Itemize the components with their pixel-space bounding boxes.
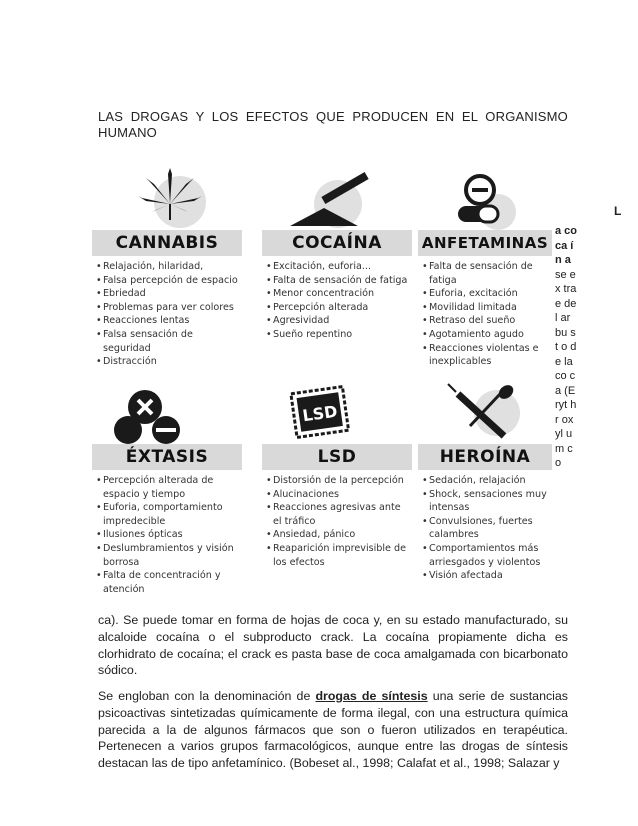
panel-title: COCAÍNA bbox=[262, 230, 412, 256]
effects-list bbox=[418, 260, 552, 369]
effect-item: • Reacciones agresivas ante el tráfico bbox=[266, 501, 412, 528]
effect-item: • Agresividad bbox=[266, 314, 412, 328]
paragraph-synthetic-drugs bbox=[98, 688, 568, 772]
narrow-text-column bbox=[555, 224, 577, 471]
panel-cannabis bbox=[92, 168, 242, 369]
paragraph-text-before: Se engloban con la denominación de bbox=[98, 689, 316, 703]
effect-item: • Percepción alterada bbox=[266, 301, 412, 315]
paragraph-text-after: una serie de sustancias psicoactivas sintetizadas químicamente de forma ilegal, con una estructura química parecida a la de algunos fármacos que son o fueron utilizados en terapéutica. Pertenecen a varios grupos farmacológicos, aunque entre las drogas de síntesis destacan las de tipo anfetamínico. (Bobeset al., 1998; Calafat et al., 1998; Salazar y bbox=[98, 689, 568, 771]
effects-list bbox=[92, 474, 242, 596]
effects-list bbox=[418, 474, 552, 583]
effect-item: • Euforia, comportamiento impredecible bbox=[96, 501, 242, 528]
effect-item: • Reacciones violentas e inexplicables bbox=[422, 342, 552, 369]
panel-heroina bbox=[418, 382, 552, 583]
panel-extasis bbox=[92, 382, 242, 596]
effect-item: • Falta de sensación de fatiga bbox=[266, 274, 412, 288]
panel-title: ÉXTASIS bbox=[92, 444, 242, 470]
panel-lsd bbox=[262, 382, 412, 569]
effect-item: • Relajación, hilaridad, bbox=[96, 260, 242, 274]
cocaine-powder-icon bbox=[262, 168, 412, 226]
paragraph-cocaine: ca). Se puede tomar en forma de hojas de coca y, en su estado manufacturado, su alcaloide cocaína o el subproducto crack. La cocaína propiamente dicha es clorhidrato de cocaína; el crack es pasta base de coca amalgamada con bicarbonato sódico. bbox=[98, 613, 568, 678]
effect-item: • Falsa sensación de seguridad bbox=[96, 328, 242, 355]
ecstasy-pills-icon bbox=[92, 382, 242, 440]
panel-title: HEROÍNA bbox=[418, 444, 552, 470]
effects-list bbox=[92, 260, 242, 369]
cannabis-leaf-icon bbox=[92, 168, 242, 226]
effect-item: • Reaparición imprevisible de los efectos bbox=[266, 542, 412, 569]
panel-title: LSD bbox=[262, 444, 412, 470]
effect-item: • Shock, sensaciones muy intensas bbox=[422, 488, 552, 515]
panel-cocaina bbox=[262, 168, 412, 342]
effect-item: • Excitación, euforia... bbox=[266, 260, 412, 274]
syringe-spoon-icon bbox=[418, 382, 552, 440]
effect-item: • Movilidad limitada bbox=[422, 301, 552, 315]
narrow-bold-word: a co ca ín a bbox=[555, 225, 578, 266]
stray-letter: L bbox=[614, 204, 622, 218]
effects-list bbox=[262, 474, 412, 569]
effect-item: • Falta de sensación de fatiga bbox=[422, 260, 552, 287]
lsd-stamp-icon bbox=[262, 382, 412, 440]
lsd-stamp-label: LSD bbox=[301, 401, 339, 426]
effect-item: • Sueño repentino bbox=[266, 328, 412, 342]
title-line-1: LAS DROGAS Y LOS EFECTOS QUE PRODUCEN EN EL ORGANISMO bbox=[98, 109, 568, 124]
effect-item: • Deslumbramientos y visión borrosa bbox=[96, 542, 242, 569]
effect-item: • Euforia, excitación bbox=[422, 287, 552, 301]
panel-title: CANNABIS bbox=[92, 230, 242, 256]
effect-item: • Falta de concentración y atención bbox=[96, 569, 242, 596]
effect-item: • Menor concentración bbox=[266, 287, 412, 301]
effect-item: • Ebriedad bbox=[96, 287, 242, 301]
effect-item: • Distorsión de la percepción bbox=[266, 474, 412, 488]
panel-title: ANFETAMINAS bbox=[418, 230, 552, 256]
panel-anfetaminas bbox=[418, 168, 552, 369]
title-line-2: HUMANO bbox=[98, 125, 157, 140]
effect-item: • Ansiedad, pánico bbox=[266, 528, 412, 542]
document-title bbox=[98, 109, 568, 141]
effect-item: • Problemas para ver colores bbox=[96, 301, 242, 315]
highlight-term: drogas de síntesis bbox=[315, 689, 428, 703]
effects-list bbox=[262, 260, 412, 342]
pills-icon bbox=[418, 168, 552, 226]
effect-item: • Distracción bbox=[96, 355, 242, 369]
effect-item: • Falsa percepción de espacio bbox=[96, 274, 242, 288]
effect-item: • Agotamiento agudo bbox=[422, 328, 552, 342]
effect-item: • Comportamientos más arriesgados y violentos bbox=[422, 542, 552, 569]
effect-item: • Reacciones lentas bbox=[96, 314, 242, 328]
effect-item: • Retraso del sueño bbox=[422, 314, 552, 328]
effect-item: • Ilusiones ópticas bbox=[96, 528, 242, 542]
narrow-text: se ex tra e de l ar bu st o de la co ca (E ryt hr ox yl u m co bbox=[555, 268, 577, 469]
effect-item: • Alucinaciones bbox=[266, 488, 412, 502]
effect-item: • Percepción alterada de espacio y tiempo bbox=[96, 474, 242, 501]
drug-effects-infographic bbox=[92, 168, 548, 608]
effect-item: • Convulsiones, fuertes calambres bbox=[422, 515, 552, 542]
effect-item: • Visión afectada bbox=[422, 569, 552, 583]
effect-item: • Sedación, relajación bbox=[422, 474, 552, 488]
